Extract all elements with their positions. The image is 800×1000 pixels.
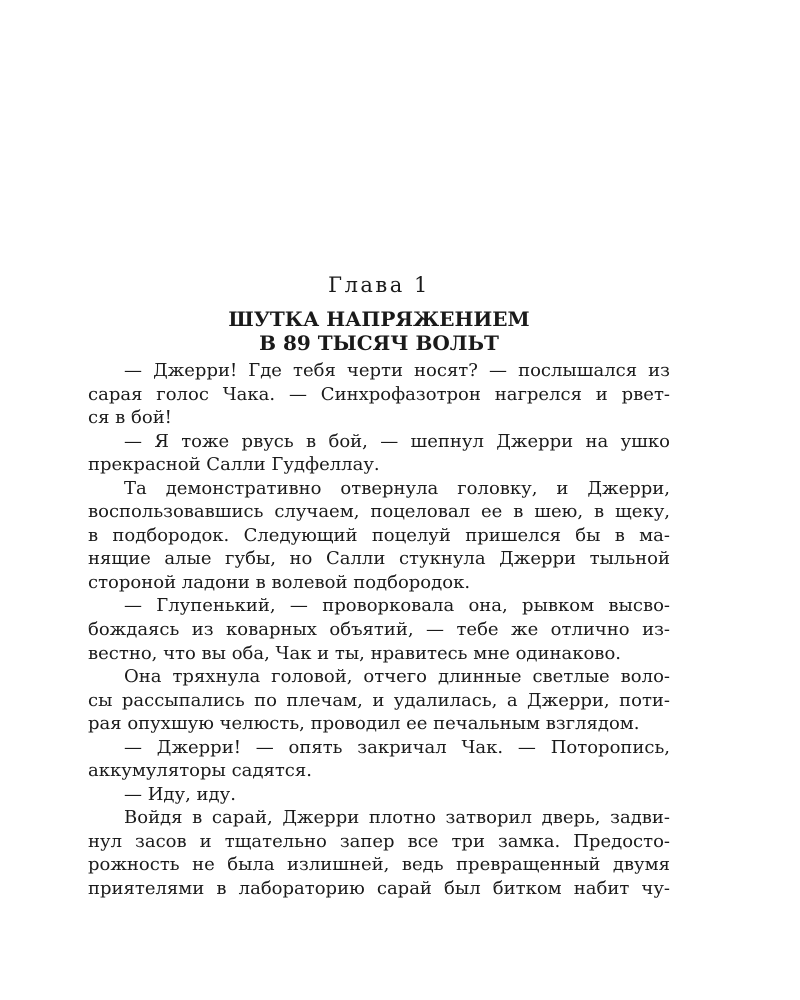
text-line: в подбородок. Следующий поцелуй пришелся бы в ма- xyxy=(88,524,670,546)
text-line: аккумуляторы садятся. xyxy=(88,760,312,782)
text-line: нул засов и тщательно запер все три замка. Предосто- xyxy=(88,830,670,852)
text-line: — Я тоже рвусь в бой, — шепнул Джерри на ушко xyxy=(124,430,670,452)
text-line: — Иду, иду. xyxy=(124,783,236,805)
chapter-title-line-2: В 89 ТЫСЯЧ ВОЛЬТ xyxy=(259,331,499,355)
text-line: Она тряхнула головой, отчего длинные светлые воло- xyxy=(124,666,670,688)
text-line: сарая голос Чака. — Синхрофазотрон нагрелся и рвет- xyxy=(88,383,670,405)
text-line: ся в бой! xyxy=(88,407,172,429)
chapter-title xyxy=(88,307,670,355)
body-text xyxy=(88,359,670,901)
text-line: сы рассыпались по плечам, и удалилась, а Джерри, поти- xyxy=(88,689,670,711)
text-line: — Джерри! Где тебя черти носят? — послышался из xyxy=(124,360,670,381)
text-line: нящие алые губы, но Салли стукнула Джерри тыльной xyxy=(88,548,670,570)
text-line: рожность не была излишней, ведь превращенный двумя xyxy=(88,854,670,876)
text-line: прекрасной Салли Гудфеллау. xyxy=(88,454,380,476)
text-line: вестно, что вы оба, Чак и ты, нравитесь мне одинаково. xyxy=(88,642,622,664)
chapter-label: Глава 1 xyxy=(328,273,430,297)
chapter-title-line-1: ШУТКА НАПРЯЖЕНИЕМ xyxy=(228,307,530,331)
text-line: Та демонстративно отвернула головку, и Джерри, xyxy=(124,477,670,499)
text-line: рая опухшую челюсть, проводил ее печальным взглядом. xyxy=(88,713,640,735)
text-line: приятелями в лабораторию сарай был битком набит чу- xyxy=(88,878,670,900)
text-line: — Джерри! — опять закричал Чак. — Поторопись, xyxy=(124,736,670,758)
text-line: стороной ладони в волевой подбородок. xyxy=(88,571,471,593)
text-line: Войдя в сарай, Джерри плотно затворил дверь, задви- xyxy=(124,807,670,829)
text-line: бождаясь из коварных объятий, — тебе же отлично из- xyxy=(88,619,670,641)
text-line: — Глупенький, — проворковала она, рывком высво- xyxy=(124,595,670,617)
text-line: воспользовавшись случаем, поцеловал ее в шею, в щеку, xyxy=(88,501,670,523)
book-page xyxy=(88,272,670,901)
